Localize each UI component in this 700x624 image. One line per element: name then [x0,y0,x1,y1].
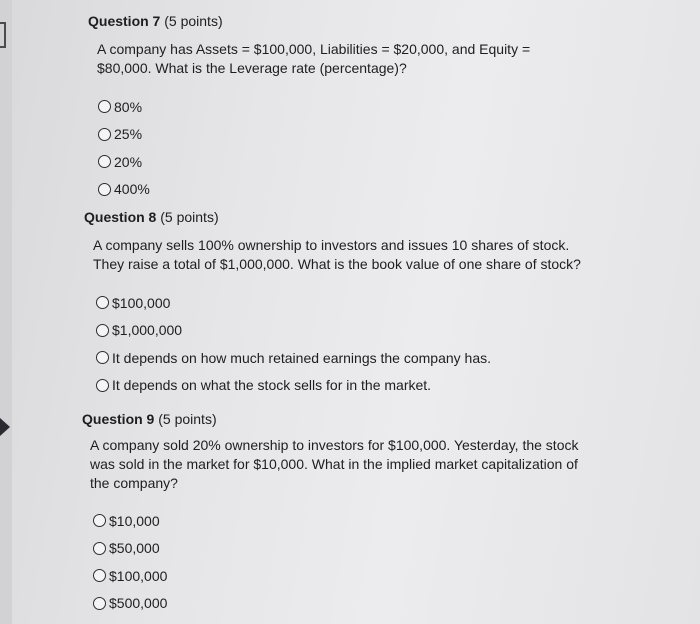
answer-option[interactable] [96,289,583,317]
question-7 [88,12,577,203]
question-points: (5 points) [164,13,223,29]
answer-option-label: 80% [114,98,143,115]
question-text: A company sells 100% ownership to investors and issues 10 shares of stock. They raise a total of $1,000,000. What is the book value of one share of stock? [93,237,581,272]
question-points: (5 points) [160,209,219,225]
radio-button[interactable] [96,296,109,309]
answer-option[interactable] [93,562,590,590]
radio-button[interactable] [93,597,106,610]
question-9 [82,410,590,617]
answer-options [93,507,590,617]
answer-option-label: $500,000 [109,595,168,612]
question-heading [84,208,583,226]
answer-option[interactable] [93,590,590,618]
left-page-edge [0,0,12,624]
question-points: (5 points) [158,411,217,427]
question-number: Question 9 [82,411,155,427]
radio-button[interactable] [98,155,111,168]
radio-button[interactable] [96,379,109,392]
answer-option[interactable] [96,317,583,345]
answer-option[interactable] [96,372,583,400]
answer-option[interactable] [96,344,583,372]
radio-button[interactable] [98,100,111,113]
question-8 [84,208,583,399]
radio-button[interactable] [93,569,106,582]
answer-option-label: $50,000 [109,540,160,557]
radio-button[interactable] [96,351,109,364]
answer-option[interactable] [93,507,590,535]
answer-option[interactable] [98,93,577,121]
radio-button[interactable] [93,514,106,527]
arrow-pointer-icon [0,418,10,436]
question-heading [88,12,577,30]
question-number: Question 7 [88,13,161,29]
answer-option-label: It depends on what the stock sells for in the market. [112,377,432,394]
answer-option-label: $1,000,000 [112,322,183,339]
answer-option-label: $10,000 [109,512,160,529]
radio-button[interactable] [98,128,111,141]
answer-option[interactable] [93,535,590,563]
answer-option-label: $100,000 [112,294,171,311]
question-number: Question 8 [84,209,157,225]
question-heading [82,410,590,428]
answer-option-label: 20% [114,153,143,170]
answer-option-label: 400% [114,181,150,198]
radio-button[interactable] [93,542,106,555]
answer-options [98,93,577,203]
answer-option-label: 25% [114,126,143,143]
page-edge-bracket [0,22,6,48]
answer-option-label: It depends on how much retained earnings the company has. [112,349,492,366]
answer-option-label: $100,000 [109,567,168,584]
answer-options [96,289,583,399]
question-text: A company sold 20% ownership to investors for $100,000. Yesterday, the stock was sold in the market for $10,000. What in the implied market capitalization of the company? [90,437,579,491]
answer-option[interactable] [98,176,577,204]
radio-button[interactable] [96,324,109,337]
question-text: A company has Assets = $100,000, Liabilities = $20,000, and Equity = $80,000. What is the Leverage rate (percentage)? [97,41,531,76]
answer-option[interactable] [98,121,577,149]
radio-button[interactable] [98,183,111,196]
answer-option[interactable] [98,148,577,176]
